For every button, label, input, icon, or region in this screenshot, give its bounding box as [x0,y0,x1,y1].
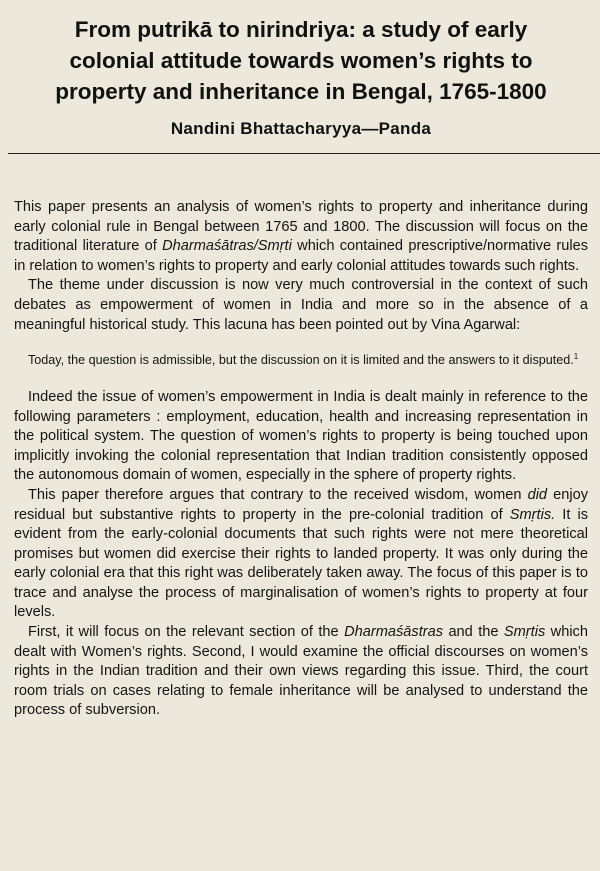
title-line-2: colonial attitude towards women’s rights to [69,48,533,73]
paragraph-4-italic-2: Smṛtis. [509,506,556,523]
paragraph-4-italic-1: did [527,486,548,503]
paragraph-4-text-c: It is evident from the early-colonial documents that such rights were not mere theoretical promises but women did exercise their rights to landed property. It was only during the early colonial era that this right was deliberately taken away. The focus of this paper is to trace and analyse the process of marginalisation of women’s rights to property at four levels. [14,506,588,621]
paragraph-5-italic-2: Smṛtis [503,624,546,641]
title-divider [8,153,600,154]
title-line-1: From putrikā to nirindriya: a study of early [74,17,528,42]
paragraph-4-text-b: enjoy residual but substantive rights to property in the pre-colonial tradition of [14,486,588,523]
paragraph-5-text-b: and the [443,624,504,641]
paragraph-1-text-b: which contained prescriptive/normative rules in relation to women’s rights to property and early colonial attitudes towards such rights. [14,238,588,274]
paragraph-2: The theme under discussion is now very much controversial in the context of such debates as empowerment of women in India and more so in the absence of a meaningful historical study. This lacuna has been pointed out by Vina Agarwal: [14,277,588,333]
paragraph-4 [14,486,588,623]
paragraph-4-text-a: This paper therefore argues that contrary to the received wisdom, women [28,486,528,503]
title-line-3: property and inheritance in Bengal, 1765-1800 [55,79,547,104]
block-quote [28,347,588,371]
footnote-marker: 1 [573,352,579,362]
article-title [14,14,588,107]
paragraph-5-text-a: First, it will focus on the relevant section of the [28,624,345,641]
paragraph-1-italic: Dharmaśātras/Smṛti [162,238,292,255]
article-body [14,198,588,721]
paragraph-1-text-a: This paper presents an analysis of women’s rights to property and inheritance during early colonial rule in Bengal between 1765 and 1800. The discussion will focus on the traditional literature of [14,199,588,255]
block-quote-text: Today, the question is admissible, but the discussion on it is limited and the answers to it disputed. [28,353,574,368]
paragraph-1 [14,198,588,276]
paragraph-5 [14,623,588,721]
paragraph-3: Indeed the issue of women’s empowerment in India is dealt mainly in reference to the following parameters : employment, education, health and increasing representation in the political system. The question of women’s rights to property is being touched upon implicitly invoking the colonial representation that Indian tradition consistently opposed the autonomous domain of women, especially in the sphere of property rights. [14,388,588,484]
author-name: Nandini Bhattacharyya—Panda [170,119,432,138]
paragraph-5-text-c: which dealt with Women’s rights. Second, I would examine the official discourses on women’s rights in the Indian tradition and their own views regarding this issue. Third, the court room trials on cases relating to female inheritance will be analysed to understand the process of subversion. [14,624,588,719]
paragraph-5-italic-1: Dharmaśāstras [344,624,444,641]
